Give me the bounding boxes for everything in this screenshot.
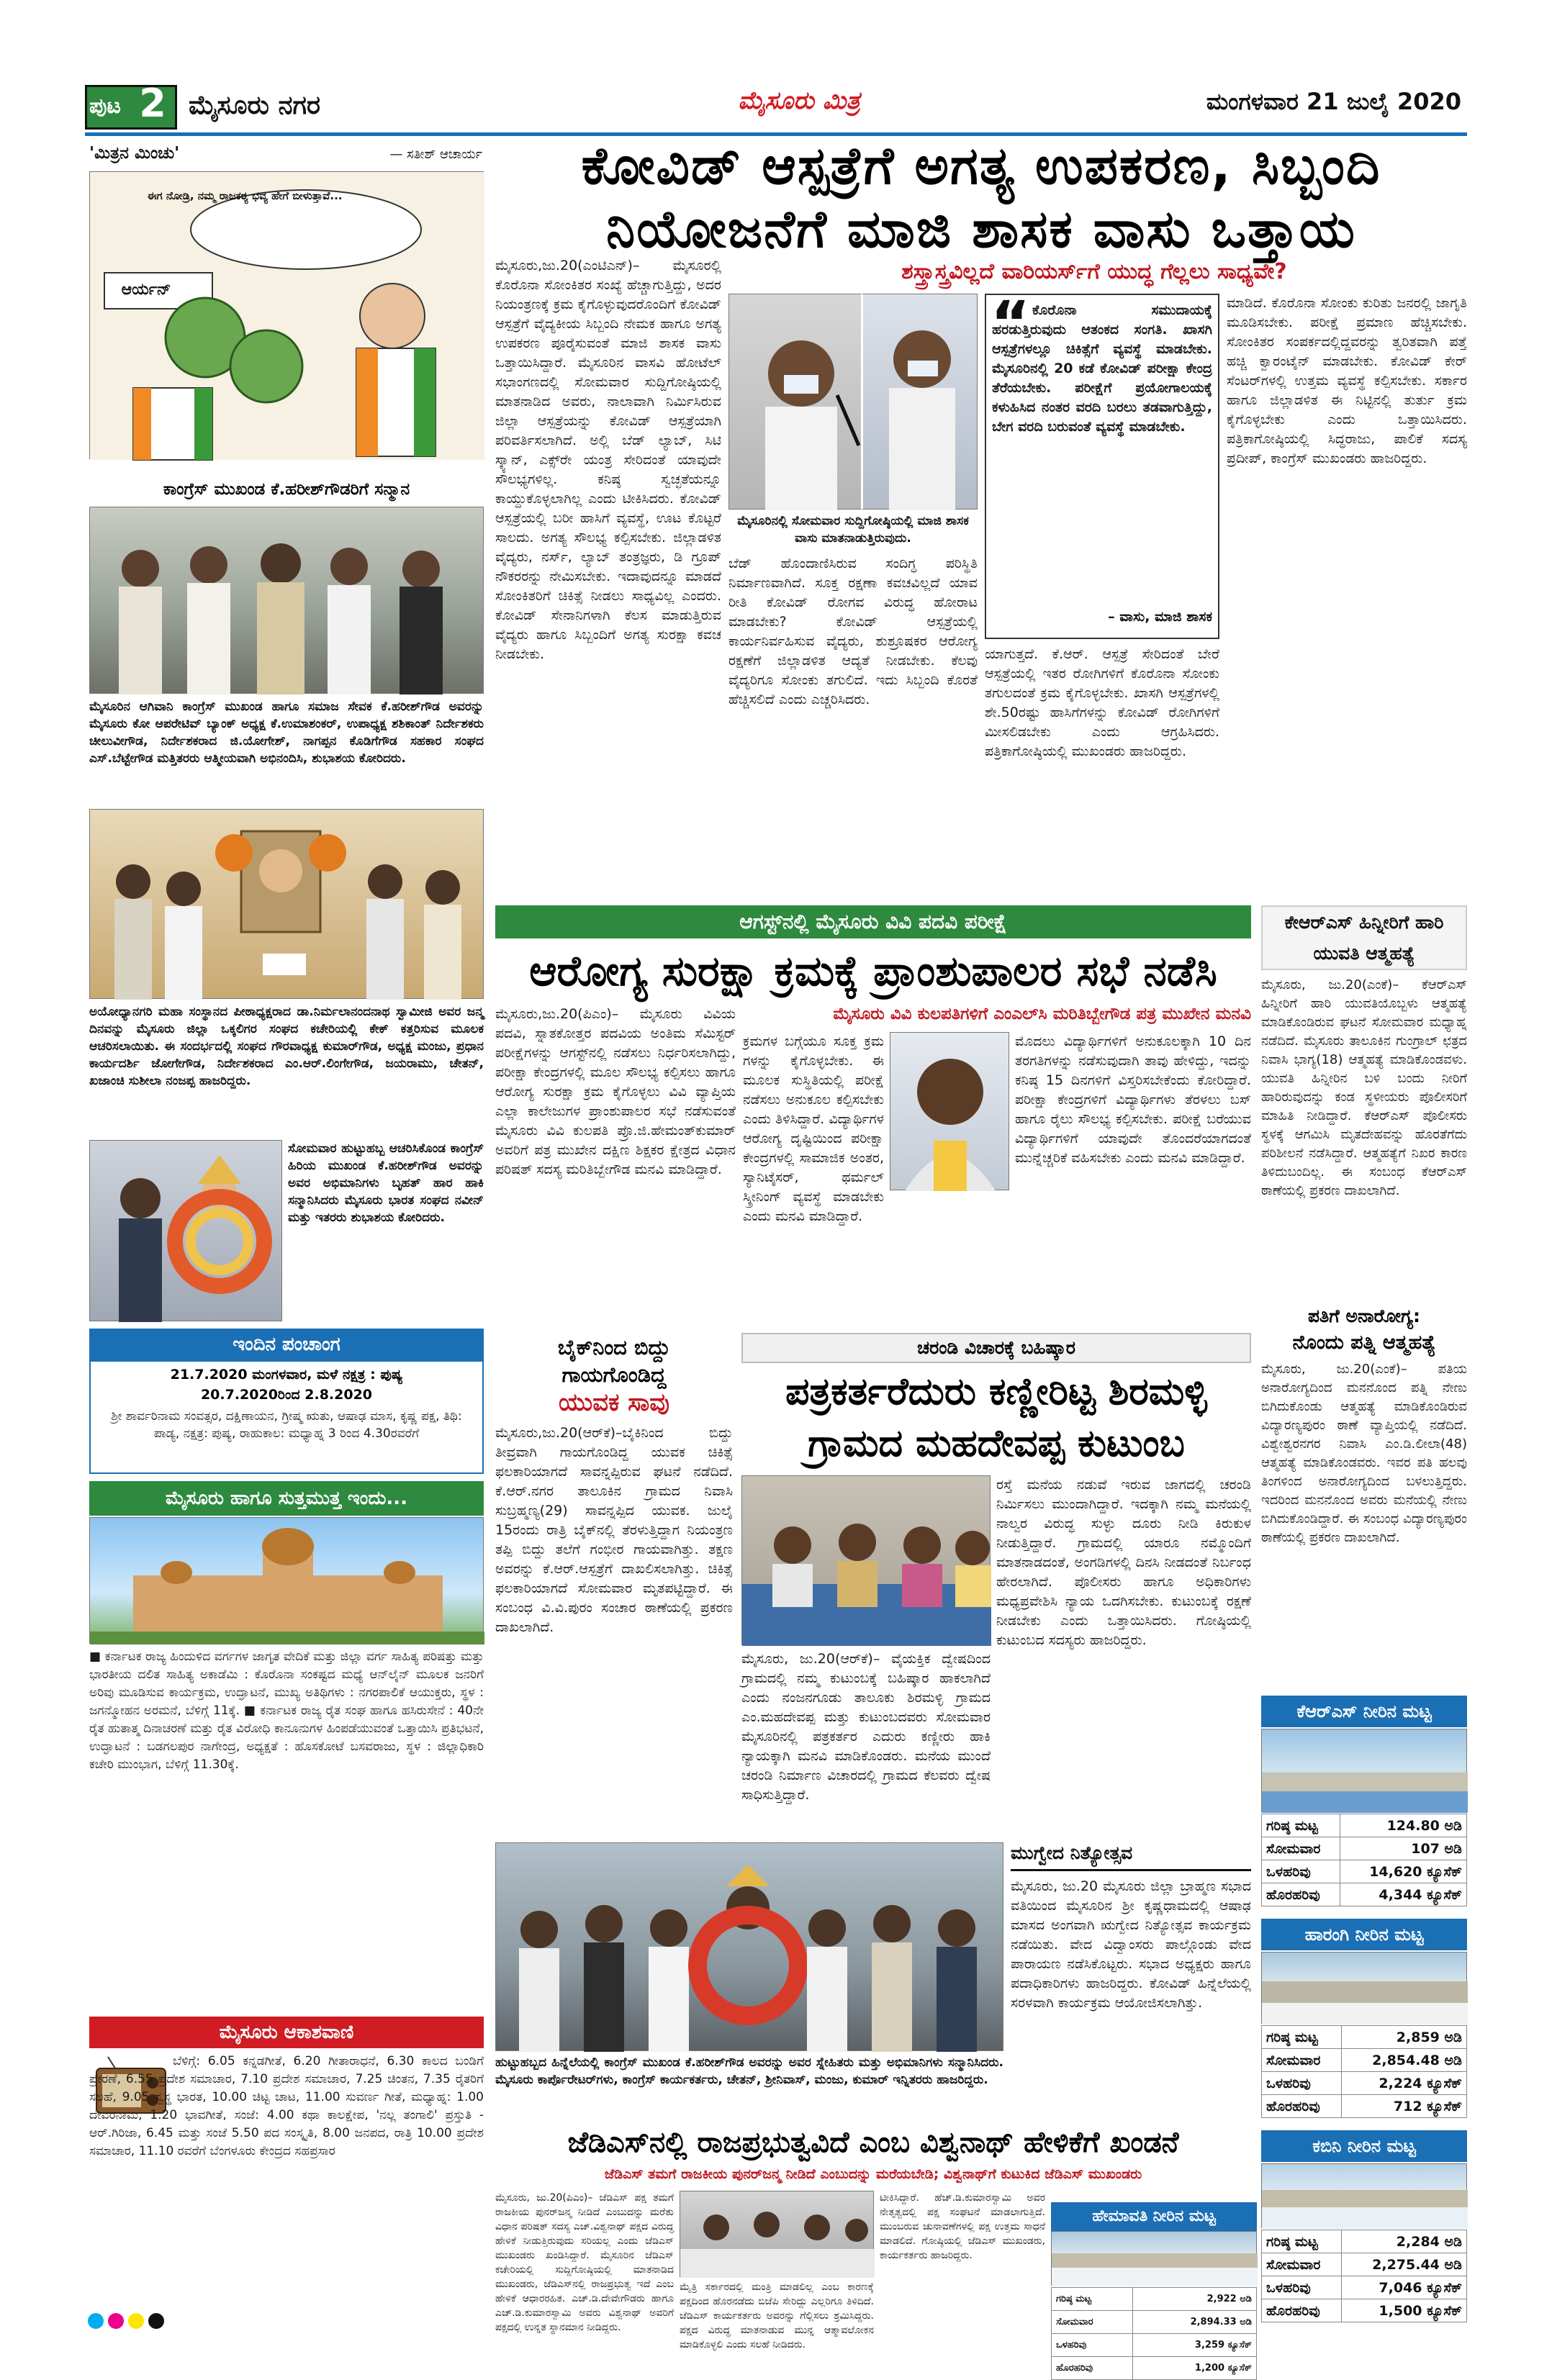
health-photo bbox=[890, 1032, 1009, 1190]
krs-dam-photo bbox=[1261, 1729, 1467, 1812]
level-label: ಹೊರಹರಿವು bbox=[1262, 2095, 1342, 2118]
lead-headline-1: ಕೋವಿಡ್ ಆಸ್ಪತ್ರೆಗೆ ಅಗತ್ಯ ಉಪಕರಣ, ಸಿಬ್ಬಂದಿ bbox=[581, 135, 1381, 196]
tribute-scene bbox=[90, 810, 484, 1000]
palace-photo bbox=[89, 1517, 484, 1644]
level-value: 107 ಅಡಿ bbox=[1340, 1837, 1467, 1860]
garland-scene bbox=[90, 1141, 283, 1322]
level-row bbox=[1262, 1814, 1467, 1837]
panchanga-line2: 20.7.2020ರಿಂದ 2.8.2020 bbox=[200, 1387, 373, 1403]
lead-headline-2: ನಿಯೋಜನೆಗೆ ಮಾಜಿ ಶಾಸಕ ವಾಸು ಒತ್ತಾಯ bbox=[606, 199, 1356, 259]
level-label: ಸೋಮವಾರ bbox=[1262, 2049, 1342, 2072]
events-body: ■ ಕರ್ನಾಟಕ ರಾಜ್ಯ ಹಿಂದುಳಿದ ವರ್ಗಗಳ ಜಾಗೃತ ವೇದಿಕೆ ಮತ್ತು ಜಿಲ್ಲಾ ವರ್ಗ ಸಾಹಿತ್ಯ ಪರಿಷತ್ತು ಮತ್ತು ಭಾರತೀಯ ದಲಿತ ಸಾಹಿತ್ಯ ಅಕಾಡೆಮಿ : ಕೊರೊನಾ ಸಂಕಷ್ಟದ ಮಧ್ಯೆ ಆನ್‌ಲೈನ್ ಮೂಲಕ ಜನರಿಗೆ ಅರಿವು ಮೂಡಿಸುವ ಕಾರ್ಯಕ್ರಮ, ಉದ್ಘಾಟನೆ, ಮುಖ್ಯ ಅತಿಥಿಗಳು : ನಗರಪಾಲಿಕೆ ಆಯುಕ್ತರು, ಸ್ಥಳ : ಜಗನ್ಮೋಹನ ಅರಮನೆ, ಬೆಳಿಗ್ಗೆ 11ಕ್ಕೆ. ■ ಕರ್ನಾಟಕ ರಾಜ್ಯ ರೈತ ಸಂಘ ಹಾಗೂ ಹಸಿರುಸೇನೆ : 40ನೇ ರೈತ ಹುತಾತ್ಮ ದಿನಾಚರಣೆ ಮತ್ತು ರೈತ ವಿರೋಧಿ ಕಾನೂನುಗಳ ಹಿಂಪಡೆಯುವಂತೆ ಒತ್ತಾಯಿಸಿ ಪ್ರತಿಭಟನೆ, ಉದ್ಘಾಟನೆ : ಬಡಗಲಪುರ ನಾಗೇಂದ್ರ, ಅಧ್ಯಕ್ಷತೆ : ಹೊಸಕೋಟೆ ಬಸವರಾಜು, ಸ್ಥಳ : ಜಿಲ್ಲಾಧಿಕಾರಿ ಕಚೇರಿ ಮುಂಭಾಗ, ಬೆಳಿಗ್ಗೆ 11.30ಕ್ಕೆ. bbox=[89, 1650, 484, 1772]
hemavathi-dam-photo bbox=[1051, 2231, 1257, 2286]
harangi-level-table bbox=[1261, 2025, 1467, 2118]
level-row bbox=[1262, 1883, 1467, 1906]
level-value: 3,259 ಕ್ಯೂಸೆಕ್ bbox=[1132, 2334, 1256, 2357]
level-row bbox=[1262, 1837, 1467, 1860]
level-value: 7,046 ಕ್ಯೂಸೆಕ್ bbox=[1342, 2276, 1467, 2299]
family-press-scene bbox=[742, 1476, 991, 1646]
bike-headline-2: ಗಾಯಗೊಂಡಿದ್ದ bbox=[561, 1362, 667, 1387]
level-label: ಹೊರಹರಿವು bbox=[1262, 2299, 1342, 2322]
level-label: ಸೋಮವಾರ bbox=[1262, 2253, 1342, 2276]
radio-body: ಬೆಳಿಗ್ಗೆ: 6.05 ಕನ್ನಡಗೀತೆ, 6.20 ಗೀತಾರಾಧನೆ, 6.30 ಕಾಲದ ಬಂಡಿಗೆ ಪ್ರೇರಣೆ, 6.55 ಪ್ರದೇಶ ಸಮಾಚಾರ, 7.10 ಪ್ರದೇಶ ಸಮಾಚಾರ, 7.25 ಚಿಂತನ, 7.35 ರೈತರಿಗೆ ಸಲಹೆ, 9.05 ಸ್ವಸ್ಥ ಭಾರತ, 10.00 ಚಿಟ್ಟ ಚಾಟ, 11.00 ಸುವರ್ಣ ಗೀತೆ, ಮಧ್ಯಾಹ್ನ: 1.00 ದೇವರನಾಮ, 1.20 ಭಾವಗೀತೆ, ಸಂಜೆ: 4.00 ಕಥಾ ಕಾಲಕ್ಷೇಪ, 'ನಲ್ಲ ತಂಗಾಲಿ' ಪ್ರಸ್ತುತಿ - ಆರ್.ಗಿರಿಜಾ, 6.45 ಮತ್ತು ಸಂಜೆ 5.50 ಪದ ಸಂಸ್ಕೃತಿ, 8.00 ಜನಪದ, ರಾತ್ರಿ 10.00 ಪ್ರದೇಶ ಸಮಾಚಾರ, 11.10 ರವರೆಗೆ ಬೆಂಗಳೂರು ಕೇಂದ್ರದ ಸಹಪ್ರಸಾರ bbox=[89, 2054, 484, 2158]
nitya-body: ಮೈಸೂರು, ಜು.20 ಮೈಸೂರು ಜಿಲ್ಲಾ ಬ್ರಾಹ್ಮಣ ಸಭಾದ ವತಿಯಿಂದ ಮೈಸೂರಿನ ಶ್ರೀ ಕೃಷ್ಣಧಾಮದಲ್ಲಿ ಆಷಾಢ ಮಾಸದ ಅಂಗವಾಗಿ ಋಗ್ವೇದ ನಿತ್ಯೋತ್ಸವ ಕಾರ್ಯಕ್ರಮ ನಡೆಯಿತು. ವೇದ ವಿದ್ವಾಂಸರು ಪಾಲ್ಗೊಂಡು ವೇದ ಪಾರಾಯಣ ನಡೆಸಿಕೊಟ್ಟರು. ಸಭಾದ ಅಧ್ಯಕ್ಷರು ಹಾಗೂ ಪದಾಧಿಕಾರಿಗಳು ಹಾಜರಿದ್ದರು. ಕೋವಿಡ್ ಹಿನ್ನೆಲೆಯಲ್ಲಿ ಸರಳವಾಗಿ ಕಾರ್ಯಕ್ರಮ ಆಯೋಜಿಸಲಾಗಿತ್ತು. bbox=[1011, 1878, 1251, 2011]
jds-headline: ಜೆಡಿಎಸ್‌ನಲ್ಲಿ ರಾಜಪ್ರಭುತ್ವವಿದೆ ಎಂಬ ವಿಶ್ವನಾಥ್ ಹೇಳಿಕೆಗೆ ಖಂಡನೆ bbox=[567, 2126, 1179, 2159]
cartoon-speech: ಈಗ ನೋಡ್ರಿ, ನಮ್ಮ ರಾಜಕರ್‍ಯ ಭವ್ಯ ಹೇಗೆ ಬೀಳುತ್ತಾವೆ... bbox=[147, 189, 343, 202]
palace-illustration bbox=[90, 1518, 484, 1644]
garland-photo bbox=[89, 1140, 282, 1321]
events-title: ಮೈಸೂರು ಹಾಗೂ ಸುತ್ತಮುತ್ತ ಇಂದು... bbox=[89, 1481, 484, 1516]
level-row bbox=[1262, 2253, 1467, 2276]
lead-subhead: ಶಸ್ತ್ರಾಸ್ತ್ರವಿಲ್ಲದೆ ವಾರಿಯರ್ಸ್‌ಗೆ ಯುದ್ಧ ಗೆಲ್ಲಲು ಸಾಧ್ಯವೇ? bbox=[901, 259, 1287, 284]
registration-mark-magenta bbox=[108, 2313, 124, 2329]
felicitation-photo bbox=[89, 507, 484, 694]
registration-mark-black bbox=[148, 2313, 164, 2329]
jds-press-scene bbox=[680, 2191, 875, 2278]
level-row bbox=[1262, 2049, 1467, 2072]
health-col2: ಕ್ರಮಗಳ ಬಗ್ಗೆಯೂ ಸೂಕ್ತ ಕ್ರಮ ಗಳನ್ನು ಕೈಗೊಳ್ಳಬೇಕು. ಈ ಮೂಲಕ ಸುಸ್ಥಿತಿಯಲ್ಲಿ ಪರೀಕ್ಷೆ ನಡೆಸಲು ಅನುಕೂಲ ಕಲ್ಪಿಸಬೇಕು ಎಂದು ತಿಳಿಸಿದ್ದಾರೆ. ವಿದ್ಯಾರ್ಥಿಗಳ ಆರೋಗ್ಯ ದೃಷ್ಟಿಯಿಂದ ಪರೀಕ್ಷಾ ಕೇಂದ್ರಗಳಲ್ಲಿ ಸಾಮಾಜಿಕ ಅಂತರ, ಸ್ಯಾನಿಟೈಸರ್, ಥರ್ಮಲ್ ಸ್ಕ್ರೀನಿಂಗ್ ವ್ಯವಸ್ಥೆ ಮಾಡಬೇಕು ಎಂದು ಮನವಿ ಮಾಡಿದ್ದಾರೆ. bbox=[743, 1033, 884, 1224]
paper-name: ಮೈಸೂರು ಮಿತ್ರ bbox=[738, 86, 860, 115]
level-row bbox=[1262, 2095, 1467, 2118]
level-label: ಹೊರಹರಿವು bbox=[1052, 2357, 1133, 2380]
level-label: ಸೋಮವಾರ bbox=[1052, 2311, 1133, 2334]
panchanga-line1: 21.7.2020 ಮಂಗಳವಾರ, ಮಳೆ ನಕ್ಷತ್ರ : ಪುಷ್ಯ bbox=[170, 1367, 403, 1383]
jds-photo bbox=[680, 2191, 874, 2277]
harangi-dam-photo bbox=[1261, 1952, 1467, 2024]
krs-dam-illustration bbox=[1262, 1729, 1468, 1813]
level-label: ಒಳಹರಿವು bbox=[1262, 1860, 1340, 1883]
health-kicker: ಆಗಸ್ಟ್‌ನಲ್ಲಿ ಮೈಸೂರು ವಿವಿ ಪದವಿ ಪರೀಕ್ಷೆ bbox=[739, 910, 1007, 933]
level-value: 4,344 ಕ್ಯೂಸೆಕ್ bbox=[1340, 1883, 1467, 1906]
level-row bbox=[1262, 2230, 1467, 2253]
level-label: ಒಳಹರಿವು bbox=[1262, 2276, 1342, 2299]
family-col2: ರಸ್ತೆ ಮನೆಯ ನಡುವೆ ಇರುವ ಜಾಗದಲ್ಲಿ ಚರಂಡಿ ನಿರ್ಮಿಸಲು ಮುಂದಾಗಿದ್ದಾರೆ. ಇದಕ್ಕಾಗಿ ನಮ್ಮ ಮನೆಯಲ್ಲಿ ನಾಲ್ವರ ವಿರುದ್ಧ ಸುಳ್ಳು ದೂರು ನೀಡಿ ಕಿರುಕುಳ ನೀಡುತ್ತಿದ್ದಾರೆ. ಗ್ರಾಮದಲ್ಲಿ ಯಾರೂ ನಮ್ಮೊಂದಿಗೆ ಮಾತನಾಡದಂತೆ, ಅಂಗಡಿಗಳಲ್ಲಿ ದಿನಸಿ ನೀಡದಂತೆ ನಿರ್ಬಂಧ ಹೇರಲಾಗಿದೆ. ಪೊಲೀಸರು ಹಾಗೂ ಅಧಿಕಾರಿಗಳು ಮಧ್ಯಪ್ರವೇಶಿಸಿ ನ್ಯಾಯ ಒದಗಿಸಬೇಕು. ಕುಟುಂಬಕ್ಕೆ ರಕ್ಷಣೆ ನೀಡಬೇಕು ಎಂದು ಒತ್ತಾಯಿಸಿದರು. ಗೋಷ್ಠಿಯಲ್ಲಿ ಕುಟುಂಬದ ಸದಸ್ಯರು ಹಾಜರಿದ್ದರು. bbox=[996, 1477, 1251, 1648]
bike-headline-3: ಯುವಕ ಸಾವು bbox=[559, 1388, 669, 1417]
level-value: 2,224 ಕ್ಯೂಸೆಕ್ bbox=[1342, 2072, 1467, 2095]
level-label: ಗರಿಷ್ಠ ಮಟ್ಟ bbox=[1262, 2026, 1342, 2049]
hari-yuvati-body: ಮೈಸೂರು, ಜು.20(ಎಂಕೆ)– ಕೆಆರ್‌ಎಸ್ ಹಿನ್ನೀರಿಗೆ ಹಾರಿ ಯುವತಿಯೊಬ್ಬಳು ಆತ್ಮಹತ್ಯೆ ಮಾಡಿಕೊಂಡಿರುವ ಘಟನೆ ಸೋಮವಾರ ಮಧ್ಯಾಹ್ನ ನಡೆದಿದೆ. ಮೈಸೂರು ತಾಲೂಕಿನ ಗುಂಗ್ರಾಲ್ ಛತ್ರದ ನಿವಾಸಿ ಭಾಗ್ಯ(18) ಆತ್ಮಹತ್ಯೆ ಮಾಡಿಕೊಂಡವಳು. ಯುವತಿ ಹಿನ್ನೀರಿನ ಬಳಿ ಬಂದು ನೀರಿಗೆ ಹಾರಿರುವುದನ್ನು ಕಂಡ ಸ್ಥಳೀಯರು ಪೊಲೀಸರಿಗೆ ಮಾಹಿತಿ ನೀಡಿದ್ದಾರೆ. ಕೆಆರ್‌ಎಸ್ ಪೊಲೀಸರು ಸ್ಥಳಕ್ಕೆ ಆಗಮಿಸಿ ಮೃತದೇಹವನ್ನು ಹೊರತೆಗೆದು ಪರಿಶೀಲನೆ ನಡೆಸಿದ್ದಾರೆ. ಆತ್ಮಹತ್ಯೆಗೆ ನಿಖರ ಕಾರಣ ತಿಳಿದುಬಂದಿಲ್ಲ. ಈ ಸಂಬಂಧ ಕೆಆರ್‌ಎಸ್ ಠಾಣೆಯಲ್ಲಿ ಪ್ರಕರಣ ದಾಖಲಾಗಿದೆ. bbox=[1261, 977, 1467, 1198]
page-number: 2 bbox=[139, 81, 166, 126]
level-label: ಗರಿಷ್ಠ ಮಟ್ಟ bbox=[1262, 2230, 1342, 2253]
patient-body: ಮೈಸೂರು, ಜು.20(ಎಂಕೆ)– ಪತಿಯ ಅನಾರೋಗ್ಯದಿಂದ ಮನನೊಂದ ಪತ್ನಿ ನೇಣು ಬಿಗಿದುಕೊಂಡು ಆತ್ಮಹತ್ಯೆ ಮಾಡಿಕೊಂಡಿರುವ ವಿದ್ಯಾರಣ್ಯಪುರಂ ಠಾಣೆ ವ್ಯಾಪ್ತಿಯಲ್ಲಿ ನಡೆದಿದೆ. ವಿಶ್ವೇಶ್ವರನಗರ ನಿವಾಸಿ ಎಂ.ಡಿ.ಲೀಲಾ(48) ಆತ್ಮಹತ್ಯೆ ಮಾಡಿಕೊಂಡವರು. ಇವರ ಪತಿ ಹಲವು ತಿಂಗಳಿಂದ ಅನಾರೋಗ್ಯದಿಂದ ಬಳಲುತ್ತಿದ್ದರು. ಇದರಿಂದ ಮನನೊಂದ ಅವರು ಮನೆಯಲ್ಲಿ ನೇಣು ಬಿಗಿದುಕೊಂಡಿದ್ದಾರೆ. ಈ ಸಂಬಂಧ ವಿದ್ಯಾರಣ್ಯಪುರಂ ಠಾಣೆಯಲ್ಲಿ ಪ್ರಕರಣ ದಾಖಲಾಗಿದೆ. bbox=[1261, 1362, 1467, 1545]
garland-caption: ಸೋಮವಾರ ಹುಟ್ಟುಹಬ್ಬ ಆಚರಿಸಿಕೊಂಡ ಕಾಂಗ್ರೆಸ್ ಹಿರಿಯ ಮುಖಂಡ ಕೆ.ಹರೀಶ್‌ಗೌಡ ಅವರನ್ನು ಅವರ ಅಭಿಮಾನಿಗಳು ಬೃಹತ್ ಹಾರ ಹಾಕಿ ಸನ್ಮಾನಿಸಿದರು ಮೈಸೂರು ಭಾರತ ಸಂಘದ ನವೀನ್ ಮತ್ತು ಇತರರು ಶುಭಾಶಯ ಕೋರಿದರು. bbox=[288, 1141, 484, 1225]
level-value: 14,620 ಕ್ಯೂಸೆಕ್ bbox=[1340, 1860, 1467, 1883]
level-value: 1,500 ಕ್ಯೂಸೆಕ್ bbox=[1342, 2299, 1467, 2322]
level-label: ಗರಿಷ್ಠ ಮಟ್ಟ bbox=[1052, 2288, 1133, 2311]
birthday-photo bbox=[495, 1842, 1003, 2051]
level-row bbox=[1052, 2357, 1257, 2380]
kabini-level-title: ಕಬಿನಿ ನೀರಿನ ಮಟ್ಟ bbox=[1261, 2130, 1467, 2162]
cartoon-artist: — ಸತೀಶ್ ಆಚಾರ್ಯ bbox=[389, 147, 482, 162]
jds-subhead: ಜೆಡಿಎಸ್ ತಮಗೆ ರಾಜಕೀಯ ಪುನರ್‌ಜನ್ಮ ನೀಡಿದೆ ಎಂಬುದನ್ನು ಮರೆಯಬೇಡಿ; ವಿಶ್ವನಾಥ್‌ಗೆ ಕುಟುಕಿದ ಜೆಡಿಎಸ್ ಮುಖಂಡರು bbox=[604, 2166, 1142, 2182]
family-headline-2: ಗ್ರಾಮದ ಮಹದೇವಪ್ಪ ಕುಟುಂಬ bbox=[808, 1422, 1185, 1465]
health-subhead: ಮೈಸೂರು ವಿವಿ ಕುಲಪತಿಗಳಿಗೆ ಎಂಎಲ್‌ಸಿ ಮರಿತಿಬ್ಬೇಗೌಡ ಪತ್ರ ಮುಖೇನ ಮನವಿ bbox=[833, 1005, 1251, 1023]
felicitation-heading: ಕಾಂಗ್ರೆಸ್ ಮುಖಂಡ ಕೆ.ಹರೀಶ್‌ಗೌಡರಿಗೆ ಸನ್ಮಾನ bbox=[163, 480, 410, 499]
nitya-headline: ಮುಗ್ವೇದ ನಿತ್ಯೋತ್ಸವ bbox=[1011, 1842, 1251, 1871]
level-value: 2,922 ಅಡಿ bbox=[1132, 2288, 1256, 2311]
level-row bbox=[1262, 1860, 1467, 1883]
bike-headline-1: ಬೈಕ್‌ನಿಂದ ಬಿದ್ದು bbox=[557, 1335, 671, 1359]
kabini-dam-illustration bbox=[1262, 2164, 1468, 2229]
hemavathi-level-title: ಹೇಮಾವತಿ ನೀರಿನ ಮಟ್ಟ bbox=[1051, 2202, 1257, 2231]
felicitation-caption: ಮೈಸೂರಿನ ಆಗಿವಾನಿ ಕಾಂಗ್ರೆಸ್ ಮುಖಂಡ ಹಾಗೂ ಸಮಾಜ ಸೇವಕ ಕೆ.ಹರೀಶ್‌ಗೌಡ ಅವರನ್ನು ಮೈಸೂರು ಕೋ ಆಪರೇಟಿವ್ ಬ್ಯಾಂಕ್ ಅಧ್ಯಕ್ಷ ಕೆ.ಉಮಾಶಂಕರ್, ಉಪಾಧ್ಯಕ್ಷ ಶಶಿಕಾಂತ್ ನಿರ್ದೇಶಕರು ಚೀಲುವೀಗೌಡ, ನಿರ್ದೇಶಕರಾದ ಜಿ.ಯೋಗೇಶ್, ನಾಗಪ್ಪನ ಕೊಡಿಗೆಗೌಡ ಸಹಕಾರ ಸಂಘದ ಎಸ್.ಬೆಟ್ಟೇಗೌಡ ಮತ್ತಿತರರು ಆತ್ಮೀಯವಾಗಿ ಅಭಿನಂದಿಸಿ, ಶುಭಾಶಯ ಕೋರಿದರು. bbox=[89, 700, 484, 766]
harangi-level-title: ಹಾರಂಗಿ ನೀರಿನ ಮಟ್ಟ bbox=[1261, 1919, 1467, 1950]
hemavathi-level-table bbox=[1051, 2287, 1257, 2380]
jds-col2: ಮೈತ್ರಿ ಸರ್ಕಾರದಲ್ಲಿ ಮಂತ್ರಿ ಮಾಡಲಿಲ್ಲ ಎಂಬ ಕಾರಣಕ್ಕೆ ಪಕ್ಷದಿಂದ ಹೊರನಡೆದು ಬಿಜೆಪಿ ಸೇರಿದ್ದು ಎಲ್ಲರಿಗೂ ತಿಳಿದಿದೆ. ಜೆಡಿಎಸ್ ಕಾರ್ಯಕರ್ತರು ಅವರನ್ನು ಗೆಲ್ಲಿಸಲು ಶ್ರಮಿಸಿದ್ದರು. ಪಕ್ಷದ ವಿರುದ್ಧ ಮಾತನಾಡುವ ಮುನ್ನ ಆತ್ಮಾವಲೋಕನ ಮಾಡಿಕೊಳ್ಳಲಿ ಎಂದು ಸಲಹೆ ನೀಡಿದರು. bbox=[680, 2281, 874, 2350]
level-value: 2,854.48 ಅಡಿ bbox=[1342, 2049, 1467, 2072]
cartoon-sign: ಆರ್ಯನ್ bbox=[121, 281, 171, 299]
birthday-group bbox=[496, 1843, 1004, 2052]
krs-level-title: ಕೆಆರ್‌ಎಸ್ ನೀರಿನ ಮಟ್ಟ bbox=[1261, 1696, 1467, 1727]
family-headline-1: ಪತ್ರಕರ್ತರೆದುರು ಕಣ್ಣೀರಿಟ್ಟ ಶಿರಮಳ್ಳಿ bbox=[785, 1370, 1207, 1413]
lead-photo-caption: ಮೈಸೂರಿನಲ್ಲಿ ಸೋಮವಾರ ಸುದ್ದಿಗೋಷ್ಠಿಯಲ್ಲಿ ಮಾಜಿ ಶಾಸಕ ವಾಸು ಮಾತನಾಡುತ್ತಿರುವುದು. bbox=[737, 514, 969, 546]
level-row bbox=[1262, 2072, 1467, 2095]
family-kicker: ಚರಂಡಿ ವಿಚಾರಕ್ಕೆ ಬಹಿಷ್ಕಾರ bbox=[917, 1337, 1075, 1358]
mlc-portrait bbox=[890, 1033, 1010, 1191]
patient-headline-2: ನೊಂದು ಪತ್ನಿ ಆತ್ಮಹತ್ಯೆ bbox=[1292, 1331, 1436, 1354]
krs-level-table bbox=[1261, 1814, 1467, 1906]
family-photo bbox=[741, 1475, 991, 1645]
level-label: ಸೋಮವಾರ bbox=[1262, 1837, 1340, 1860]
lead-col3: ಯಾಗುತ್ತದೆ. ಕೆ.ಆರ್. ಆಸ್ಪತ್ರೆ ಸೇರಿದಂತೆ ಬೇರೆ ಆಸ್ಪತ್ರೆಯಲ್ಲಿ ಇತರ ರೋಗಿಗಳಿಗೆ ಕೊರೊನಾ ಸೋಂಕು ತಗುಲದಂತೆ ಕ್ರಮ ಕೈಗೊಳ್ಳಬೇಕು. ಖಾಸಗಿ ಆಸ್ಪತ್ರೆಗಳಲ್ಲಿ ಶೇ.50ರಷ್ಟು ಹಾಸಿಗೆಗಳನ್ನು ಕೋವಿಡ್ ರೋಗಿಗಳಿಗೆ ಮೀಸಲಿಡಬೇಕು ಎಂದು ಆಗ್ರಹಿಸಿದರು. ಪತ್ರಿಕಾಗೋಷ್ಠಿಯಲ್ಲಿ ಮುಖಂಡರು ಹಾಜರಿದ್ದರು. bbox=[985, 646, 1219, 759]
panchanga-body: ಶ್ರೀ ಶಾರ್ವರಿನಾಮ ಸಂವತ್ಸರ, ದಕ್ಷಿಣಾಯನ, ಗ್ರೀಷ್ಮ ಋತು, ಆಷಾಢ ಮಾಸ, ಕೃಷ್ಣ ಪಕ್ಷ, ತಿಥಿ: ಪಾಡ್ಯ, ನಕ್ಷತ್ರ: ಪುಷ್ಯ, ರಾಹುಕಾಲ: ಮಧ್ಯಾಹ್ನ 3 ರಿಂದ 4.30ರವರೆಗೆ bbox=[111, 1409, 462, 1441]
panchanga-title: ಇಂದಿನ ಪಂಚಾಂಗ bbox=[89, 1329, 484, 1360]
page-label: ಪುಟ bbox=[89, 94, 122, 119]
section-name: ಮೈಸೂರು ನಗರ bbox=[189, 91, 321, 120]
lead-quote-by: – ವಾಸು, ಮಾಜಿ ಶಾಸಕ bbox=[1108, 609, 1212, 625]
health-col1: ಮೈಸೂರು,ಜು.20(ಪಿಎಂ)– ಮೈಸೂರು ವಿವಿಯ ಪದವಿ, ಸ್ನಾತಕೋತ್ತರ ಪದವಿಯ ಅಂತಿಮ ಸೆಮಿಸ್ಟರ್ ಪರೀಕ್ಷೆಗಳನ್ನು ಆಗಸ್ಟ್‌ನಲ್ಲಿ ನಡೆಸಲು ನಿರ್ಧರಿಸಲಾಗಿದ್ದು, ಪರೀಕ್ಷಾ ಕೇಂದ್ರಗಳಲ್ಲಿ ಮೂಲ ಸೌಲಭ್ಯ ಕಲ್ಪಿಸಲು ಹಾಗೂ ಆರೋಗ್ಯ ಸುರಕ್ಷಾ ಕ್ರಮ ಕೈಗೊಳ್ಳಲು ವಿವಿ ವ್ಯಾಪ್ತಿಯ ಎಲ್ಲಾ ಕಾಲೇಜುಗಳ ಪ್ರಾಂಶುಪಾಲರ ಸಭೆ ನಡೆಸುವಂತೆ ಮೈಸೂರು ವಿವಿ ಕುಲಪತಿ ಪ್ರೊ.ಜಿ.ಹೇಮಂತ್‌ಕುಮಾರ್ ಅವರಿಗೆ ಪತ್ರ ಮುಖೇನ ದಕ್ಷಿಣ ಶಿಕ್ಷಕರ ಕ್ಷೇತ್ರದ ವಿಧಾನ ಪರಿಷತ್ ಸದಸ್ಯ ಮರಿತಿಬ್ಬೇಗೌಡ ಮನವಿ ಮಾಡಿದ್ದಾರೆ. bbox=[495, 1006, 736, 1177]
lead-photo-2 bbox=[861, 294, 978, 510]
lead-col2: ಬೆಡ್ ಹೊಂದಾಣಿಸಿರುವ ಸಂದಿಗ್ಧ ಪರಿಸ್ಥಿತಿ ನಿರ್ಮಾಣವಾಗಿದೆ. ಸೂಕ್ತ ರಕ್ಷಣಾ ಕವಚವಿಲ್ಲದೆ ಯಾವ ರೀತಿ ಕೋವಿಡ್ ರೋಗವ ವಿರುದ್ಧ ಹೋರಾಟ ಮಾಡಬೇಕು? ಕೋವಿಡ್ ಆಸ್ಪತ್ರೆಯಲ್ಲಿ ಕಾರ್ಯನಿರ್ವಹಿಸುವ ವೈದ್ಯರು, ಶುಶ್ರೂಷಕರ ಆರೋಗ್ಯ ರಕ್ಷಣೆಗೆ ಜಿಲ್ಲಾಡಳಿತ ಆದ್ಯತೆ ನೀಡಬೇಕು. ಕೆಲವು ವೈದ್ಯರಿಗೂ ಸೋಂಕು ತಗುಲಿದೆ. ಇದು ಸಿಬ್ಬಂದಿ ಕೊರತೆ ಹೆಚ್ಚಿಸಲಿದೆ ಎಂದು ಎಚ್ಚರಿಸಿದರು. bbox=[728, 556, 978, 707]
level-label: ಒಳಹರಿವು bbox=[1052, 2334, 1133, 2357]
level-row bbox=[1052, 2311, 1257, 2334]
level-value: 2,284 ಅಡಿ bbox=[1342, 2230, 1467, 2253]
birthday-caption: ಹುಟ್ಟುಹಬ್ಬದ ಹಿನ್ನೆಲೆಯಲ್ಲಿ ಕಾಂಗ್ರೆಸ್ ಮುಖಂಡ ಕೆ.ಹರೀಶ್‌ಗೌಡ ಅವರನ್ನು ಅವರ ಸ್ನೇಹಿತರು ಮತ್ತು ಅಭಿಮಾನಿಗಳು ಸನ್ಮಾನಿಸಿದರು. ಮೈಸೂರು ಕಾರ್ಪೊರೇಟರ್‌ಗಳು, ಕಾಂಗ್ರೆಸ್ ಕಾರ್ಯಕರ್ತರು, ಚೇತನ್, ಶ್ರೀನಿವಾಸ್, ಮಂಜು, ಕುಮಾರ್ ಇನ್ನಿತರರು ಹಾಜರಿದ್ದರು. bbox=[495, 2055, 1003, 2087]
registration-mark-yellow bbox=[128, 2313, 144, 2329]
level-row bbox=[1262, 2299, 1467, 2322]
bike-body: ಮೈಸೂರು,ಜು.20(ಆರ್‌ಕೆ)–ಬೈಕಿನಿಂದ ಬಿದ್ದು ತೀವ್ರವಾಗಿ ಗಾಯಗೊಂಡಿದ್ದ ಯುವಕ ಚಿಕಿತ್ಸೆ ಫಲಕಾರಿಯಾಗದೆ ಸಾವನ್ನಪ್ಪಿರುವ ಘಟನೆ ನಡೆದಿದೆ. ಕೆ.ಆರ್.ನಗರ ತಾಲೂಕಿನ ಗ್ರಾಮದ ನಿವಾಸಿ ಸುಬ್ರಹ್ಮಣ್ಯ(29) ಸಾವನ್ನಪ್ಪಿದ ಯುವಕ. ಜುಲೈ 15ರಂದು ರಾತ್ರಿ ಬೈಕ್‌ನಲ್ಲಿ ತೆರಳುತ್ತಿದ್ದಾಗ ನಿಯಂತ್ರಣ ತಪ್ಪಿ ಬಿದ್ದು ತಲೆಗೆ ಗಂಭೀರ ಗಾಯವಾಗಿತ್ತು. ತಕ್ಷಣ ಅವರನ್ನು ಕೆ.ಆರ್.ಆಸ್ಪತ್ರೆಗೆ ದಾಖಲಿಸಲಾಗಿತ್ತು. ಚಿಕಿತ್ಸೆ ಫಲಕಾರಿಯಾಗದೆ ಸೋಮವಾರ ಮೃತಪಟ್ಟಿದ್ದಾರೆ. ಈ ಸಂಬಂಧ ವಿ.ವಿ.ಪುರಂ ಸಂಚಾರ ಠಾಣೆಯಲ್ಲಿ ಪ್ರಕರಣ ದಾಖಲಾಗಿದೆ. bbox=[495, 1425, 733, 1635]
tribute-photo bbox=[89, 809, 484, 999]
health-col3: ಮೊದಲು ವಿದ್ಯಾರ್ಥಿಗಳಿಗೆ ಅನುಕೂಲಕ್ಕಾಗಿ 10 ದಿನ ತರಗತಿಗಳನ್ನು ನಡೆಸುವುದಾಗಿ ತಾವು ಹೇಳಿದ್ದು, ಇದನ್ನು ಕನಿಷ್ಠ 15 ದಿನಗಳಿಗೆ ವಿಸ್ತರಿಸಬೇಕೆಂದು ಕೋರಿದ್ದಾರೆ. ಪರೀಕ್ಷಾ ಕೇಂದ್ರಗಳಿಗೆ ವಿದ್ಯಾರ್ಥಿಗಳು ತೆರಳಲು ಬಸ್ ಹಾಗೂ ರೈಲು ಸೌಲಭ್ಯ ಕಲ್ಪಿಸಬೇಕು. ಪರೀಕ್ಷೆ ಬರೆಯುವ ವಿದ್ಯಾರ್ಥಿಗಳಿಗೆ ಯಾವುದೇ ತೊಂದರೆಯಾಗದಂತೆ ಮುನ್ನೆಚ್ಚರಿಕೆ ವಹಿಸಬೇಕು ಎಂದು ಮನವಿ ಮಾಡಿದ್ದಾರೆ. bbox=[1015, 1033, 1251, 1166]
level-row bbox=[1262, 2026, 1467, 2049]
lead-quote: ಕೊರೊನಾ ಸಮುದಾಯಕ್ಕೆ ಹರಡುತ್ತಿರುವುದು ಆತಂಕದ ಸಂಗತಿ. ಖಾಸಗಿ ಆಸ್ಪತ್ರೆಗಳಲ್ಲೂ ಚಿಕಿತ್ಸೆಗೆ ವ್ಯವಸ್ಥೆ ಮಾಡಬೇಕು. ಮೈಸೂರಿನಲ್ಲಿ 20 ಕಡೆ ಕೋವಿಡ್ ಪರೀಕ್ಷಾ ಕೇಂದ್ರ ತೆರೆಯಬೇಕು. ಪರೀಕ್ಷೆಗೆ ಪ್ರಯೋಗಾಲಯಕ್ಕೆ ಕಳುಹಿಸಿದ ನಂತರ ವರದಿ ಬರಲು ತಡವಾಗುತ್ತಿದ್ದು, ಬೇಗ ವರದಿ ಬರುವಂತೆ ವ್ಯವಸ್ಥೆ ಮಾಡಬೇಕು. bbox=[992, 302, 1212, 435]
level-row bbox=[1052, 2288, 1257, 2311]
hari-yuvati-headline: ಕೇಆರ್‌ಎಸ್ ಹಿನ್ನೀರಿಗೆ ಹಾರಿ ಯುವತಿ ಆತ್ಮಹತ್ಯೆ bbox=[1261, 905, 1467, 970]
radio-title: ಮೈಸೂರು ಆಕಾಶವಾಣಿ bbox=[89, 2017, 484, 2048]
felicitation-people bbox=[90, 507, 484, 694]
hemavathi-dam-illustration bbox=[1052, 2232, 1258, 2286]
harangi-dam-illustration bbox=[1262, 1953, 1468, 2024]
lead-col1: ಮೈಸೂರು,ಜು.20(ಎಂಟಿಎನ್)– ಮೈಸೂರಲ್ಲಿ ಕೊರೊನಾ ಸೋಂಕಿತರ ಸಂಖ್ಯೆ ಹೆಚ್ಚಾಗುತ್ತಿದ್ದು, ಅದರ ನಿಯಂತ್ರಣಕ್ಕೆ ಕ್ರಮ ಕೈಗೊಳ್ಳುವುದರೊಂದಿಗೆ ಕೋವಿಡ್ ಆಸ್ಪತ್ರೆಗೆ ವೈದ್ಯಕೀಯ ಸಿಬ್ಬಂದಿ ನೇಮಕ ಹಾಗೂ ಅಗತ್ಯ ಉಪಕರಣ ಪೂರೈಸುವಂತೆ ಮಾಜಿ ಶಾಸಕ ವಾಸು ಒತ್ತಾಯಿಸಿದ್ದಾರೆ. ಮೈಸೂರಿನ ವಾಸವಿ ಹೋಟೆಲ್ ಸಭಾಂಗಣದಲ್ಲಿ ಸೋಮವಾರ ಸುದ್ದಿಗೋಷ್ಠಿಯಲ್ಲಿ ಮಾತನಾಡಿದ ಅವರು, ನಾಲಾವಾಗಿ ನಿರ್ಮಿಸಿರುವ ಜಿಲ್ಲಾ ಆಸ್ಪತ್ರೆಯನ್ನು ಕೋವಿಡ್ ಆಸ್ಪತ್ರೆಯಾಗಿ ಪರಿವರ್ತಿಸಲಾಗಿದೆ. ಅಲ್ಲಿ ಬೆಡ್ ಲ್ಯಾಬ್, ಸಿಟಿ ಸ್ಕ್ಯಾನ್, ಎಕ್ಸ್‌ರೇ ಯಂತ್ರ ಸೇರಿದಂತೆ ಯಾವುದೇ ಸೌಲಭ್ಯಗಳಿಲ್ಲ. ಕನಿಷ್ಠ ಸ್ವಚ್ಛತೆಯನ್ನೂ ಕಾಯ್ದುಕೊಳ್ಳಲಾಗಿಲ್ಲ ಎಂದು ಟೀಕಿಸಿದರು. ಕೋವಿಡ್ ಆಸ್ಪತ್ರೆಯಲ್ಲಿ ಬರೀ ಹಾಸಿಗೆ ವ್ಯವಸ್ಥೆ, ಊಟ ಕೊಟ್ಟರೆ ಸಾಲದು. ಅಗತ್ಯ ಸೌಲಭ್ಯ ಕಲ್ಪಿಸಬೇಕು. ಜಿಲ್ಲಾಡಳಿತ ವೈದ್ಯರು, ನರ್ಸ್, ಲ್ಯಾಬ್ ತಂತ್ರಜ್ಞರು, ಡಿ ಗ್ರೂಪ್ ನೌಕರರನ್ನು ನೇಮಿಸಬೇಕು. ಇದಾವುದನ್ನೂ ಮಾಡದೆ ಸೋಂಕಿತರಿಗೆ ಚಿಕಿತ್ಸೆ ನೀಡಲು ಸಾಧ್ಯವಿಲ್ಲ ಎಂದರು. ಕೋವಿಡ್ ಸೇನಾನಿಗಳಾಗಿ ಕೆಲಸ ಮಾಡುತ್ತಿರುವ ವೈದ್ಯರು ಹಾಗೂ ಸಿಬ್ಬಂದಿಗೆ ಅಗತ್ಯ ಸುರಕ್ಷಾ ಕವಚ ನೀಡಬೇಕು. bbox=[495, 258, 721, 662]
family-col1: ಮೈಸೂರು, ಜು.20(ಆರ್‌ಕೆ)– ವೈಯಕ್ತಿಕ ದ್ವೇಷದಿಂದ ಗ್ರಾಮದಲ್ಲಿ ನಮ್ಮ ಕುಟುಂಬಕ್ಕೆ ಬಹಿಷ್ಕಾರ ಹಾಕಲಾಗಿದೆ ಎಂದು ನಂಜನಗೂಡು ತಾಲೂಕು ಶಿರಮಳ್ಳಿ ಗ್ರಾಮದ ಎಂ.ಮಹದೇವಪ್ಪ ಮತ್ತು ಕುಟುಂಬದವರು ಸೋಮವಾರ ಮೈಸೂರಿನಲ್ಲಿ ಪತ್ರಕರ್ತರ ಎದುರು ಕಣ್ಣೀರು ಹಾಕಿ ನ್ಯಾಯಕ್ಕಾಗಿ ಮನವಿ ಮಾಡಿಕೊಂಡರು. ಮನೆಯ ಮುಂದೆ ಚರಂಡಿ ನಿರ್ಮಾಣ ವಿಚಾರದಲ್ಲಿ ಗ್ರಾಮದ ಕೆಲವರು ದ್ವೇಷ ಸಾಧಿಸುತ್ತಿದ್ದಾರೆ. bbox=[741, 1651, 991, 1803]
level-value: 1,200 ಕ್ಯೂಸೆಕ್ bbox=[1132, 2357, 1256, 2380]
level-label: ಗರಿಷ್ಠ ಮಟ್ಟ bbox=[1262, 1814, 1340, 1837]
level-row bbox=[1052, 2334, 1257, 2357]
tribute-caption: ಅಯೋಧ್ಯಾನಗರಿ ಮಹಾ ಸಂಸ್ಥಾನದ ಪೀಠಾಧ್ಯಕ್ಷರಾದ ಡಾ.ನಿರ್ಮಲಾನಂದನಾಥ ಸ್ವಾಮೀಜಿ ಅವರ ಜನ್ಮ ದಿನವನ್ನು ಮೈಸೂರು ಜಿಲ್ಲಾ ಒಕ್ಕಲಿಗರ ಸಂಘದ ಕಚೇರಿಯಲ್ಲಿ ಕೇಕ್ ಕತ್ತರಿಸುವ ಮೂಲಕ ಆಚರಿಸಲಾಯಿತು. ಈ ಸಂದರ್ಭದಲ್ಲಿ ಸಂಘದ ಗೌರವಾಧ್ಯಕ್ಷ ಕುಮಾರ್‌ಗೌಡ, ಅಧ್ಯಕ್ಷ ಮಂಜು, ಪ್ರಧಾನ ಕಾರ್ಯದರ್ಶಿ ಜೋಗೇಗೌಡ, ನಿರ್ದೇಶಕರಾದ ಎಂ.ಆರ್.ಲಿಂಗೇಗೌಡ, ಜಯರಾಮು, ಚೇತನ್, ಖಜಾಂಚಿ ಸುಶೀಲಾ ನಂಜಪ್ಪ ಹಾಜರಿದ್ದರು. bbox=[89, 1005, 484, 1088]
kabini-level-table bbox=[1261, 2230, 1467, 2322]
level-value: 124.80 ಅಡಿ bbox=[1340, 1814, 1467, 1837]
lead-photo-2-person bbox=[863, 294, 980, 510]
page-date: ಮಂಗಳವಾರ 21 ಜುಲೈ 2020 bbox=[1206, 88, 1461, 115]
level-row bbox=[1262, 2276, 1467, 2299]
level-value: 2,275.44 ಅಡಿ bbox=[1342, 2253, 1467, 2276]
level-label: ಒಳಹರಿವು bbox=[1262, 2072, 1342, 2095]
lead-col4: ಮಾಡಿದೆ. ಕೊರೊನಾ ಸೋಂಕು ಕುರಿತು ಜನರಲ್ಲಿ ಜಾಗೃತಿ ಮೂಡಿಸಬೇಕು. ಪರೀಕ್ಷೆ ಪ್ರಮಾಣ ಹೆಚ್ಚಿಸಬೇಕು. ಸೋಂಕಿತರ ಸಂಪರ್ಕದಲ್ಲಿದ್ದವರನ್ನು ತ್ವರಿತವಾಗಿ ಪತ್ತೆ ಹಚ್ಚಿ ಕ್ವಾರಂಟೈನ್ ಮಾಡಬೇಕು. ಕೋವಿಡ್ ಕೇರ್ ಸೆಂಟರ್‌ಗಳಲ್ಲಿ ಉತ್ತಮ ವ್ಯವಸ್ಥೆ ಕಲ್ಪಿಸಬೇಕು. ಸರ್ಕಾರ ಹಾಗೂ ಜಿಲ್ಲಾಡಳಿತ ಈ ನಿಟ್ಟಿನಲ್ಲಿ ತುರ್ತು ಕ್ರಮ ಕೈಗೊಳ್ಳಬೇಕು ಎಂದು ಒತ್ತಾಯಿಸಿದರು. ಪತ್ರಿಕಾಗೋಷ್ಠಿಯಲ್ಲಿ ಸಿದ್ಧರಾಜು, ಪಾಲಿಕೆ ಸದಸ್ಯ ಪ್ರದೀಪ್, ಕಾಂಗ್ರೆಸ್ ಮುಖಂಡರು ಹಾಜರಿದ್ದರು. bbox=[1227, 295, 1467, 466]
jds-col1: ಮೈಸೂರು, ಜು.20(ಪಿಎಂ)– ಜೆಡಿಎಸ್ ಪಕ್ಷ ತಮಗೆ ರಾಜಕೀಯ ಪುನರ್‌ಜನ್ಮ ನೀಡಿದೆ ಎಂಬುದನ್ನು ಮರೆತು ವಿಧಾನ ಪರಿಷತ್ ಸದಸ್ಯ ಎಚ್.ವಿಶ್ವನಾಥ್ ಪಕ್ಷದ ವಿರುದ್ಧ ಹೇಳಿಕೆ ನೀಡುತ್ತಿರುವುದು ಸರಿಯಲ್ಲ ಎಂದು ಜೆಡಿಎಸ್ ಮುಖಂಡರು ಖಂಡಿಸಿದ್ದಾರೆ. ಮೈಸೂರಿನ ಜೆಡಿಎಸ್ ಕಚೇರಿಯಲ್ಲಿ ಸುದ್ದಿಗೋಷ್ಠಿಯಲ್ಲಿ ಮಾತನಾಡಿದ ಮುಖಂಡರು, ಜೆಡಿಎಸ್‌ನಲ್ಲಿ ರಾಜಪ್ರಭುತ್ವ ಇದೆ ಎಂಬ ಹೇಳಿಕೆ ಆಧಾರರಹಿತ. ಎಚ್.ಡಿ.ದೇವೇಗೌಡರು ಹಾಗೂ ಎಚ್.ಡಿ.ಕುಮಾರಸ್ವಾಮಿ ಅವರು ವಿಶ್ವನಾಥ್ ಅವರಿಗೆ ಪಕ್ಷದಲ್ಲಿ ಉನ್ನತ ಸ್ಥಾನಮಾನ ನೀಡಿದ್ದರು. bbox=[495, 2192, 674, 2333]
jds-col3: ಟೀಕಿಸಿದ್ದಾರೆ. ಹೆಚ್.ಡಿ.ಕುಮಾರಸ್ವಾಮಿ ಅವರ ನೇತೃತ್ವದಲ್ಲಿ ಪಕ್ಷ ಸಂಘಟನೆ ಮಾಡಲಾಗುತ್ತಿದೆ. ಮುಂಬರುವ ಚುನಾವಣೆಗಳಲ್ಲಿ ಪಕ್ಷ ಉತ್ತಮ ಸಾಧನೆ ಮಾಡಲಿದೆ. ಗೋಷ್ಠಿಯಲ್ಲಿ ಜೆಡಿಎಸ್ ಮುಖಂಡರು, ಕಾರ್ಯಕರ್ತರು ಹಾಜರಿದ್ದರು. bbox=[880, 2192, 1045, 2261]
health-headline: ಆರೋಗ್ಯ ಸುರಕ್ಷಾ ಕ್ರಮಕ್ಕೆ ಪ್ರಾಂಶುಪಾಲರ ಸಭೆ ನಡೆಸಿ bbox=[529, 946, 1217, 995]
level-value: 712 ಕ್ಯೂಸೆಕ್ bbox=[1342, 2095, 1467, 2118]
level-label: ಹೊರಹರಿವು bbox=[1262, 1883, 1340, 1906]
kabini-dam-photo bbox=[1261, 2163, 1467, 2228]
cartoon-series: 'ಮಿತ್ರನ ಮಿಂಚು' bbox=[89, 144, 180, 163]
level-value: 2,859 ಅಡಿ bbox=[1342, 2026, 1467, 2049]
patient-headline-1: ಪತಿಗೆ ಅನಾರೋಗ್ಯ: bbox=[1307, 1306, 1421, 1326]
level-value: 2,894.33 ಅಡಿ bbox=[1132, 2311, 1256, 2334]
quote-mark-icon: “ bbox=[991, 288, 1031, 358]
registration-mark-cyan bbox=[88, 2313, 104, 2329]
